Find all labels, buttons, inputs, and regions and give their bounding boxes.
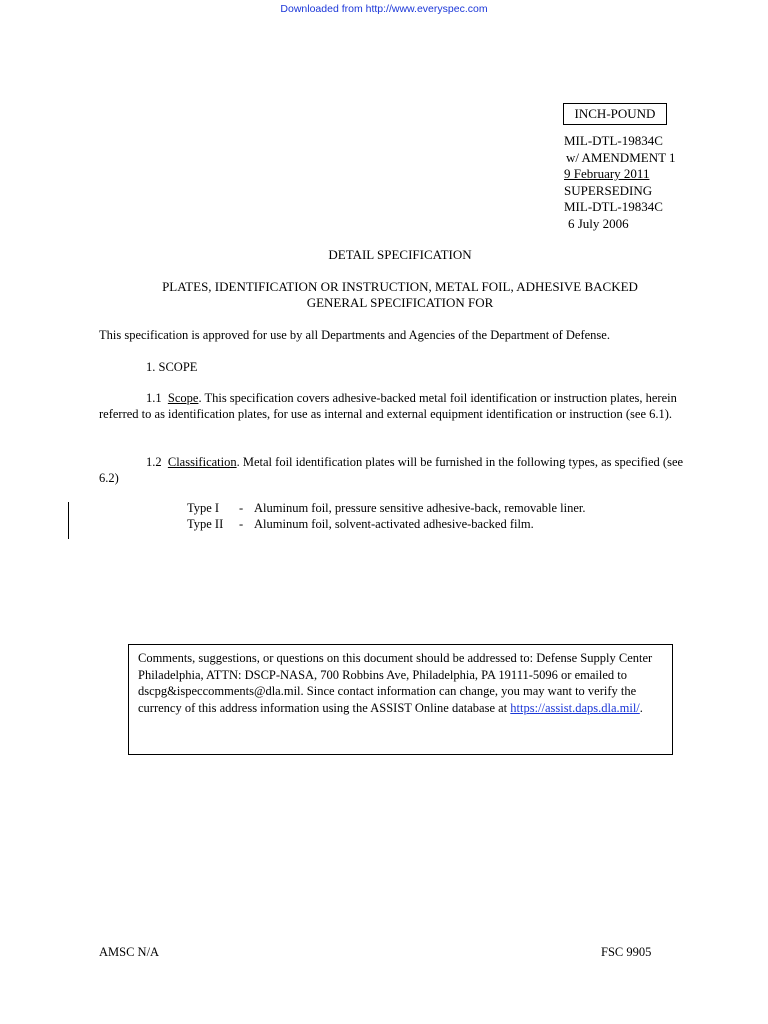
type-ii-dash: - <box>239 517 244 531</box>
inch-pound-box: INCH-POUND <box>563 103 667 125</box>
type-i-line <box>187 501 586 516</box>
doc-number: MIL-DTL-19834C <box>564 133 663 148</box>
section-1-2-text: . Metal foil identification plates will be furnished in the following types, as specified (see 6.2) <box>99 455 684 485</box>
section-1-2-title: Classification <box>167 455 237 469</box>
comments-text: Comments, suggestions, or questions on this document should be addressed to: Defense Supply Center Philadelphia, ATTN: DSCP-NASA, 700 Robbins Ave, Philadelphia, PA 19111-5096 or emailed to dscpg&ispeccomments@dla.mil. Since contact information can change, you may want to verify the currency of this address information using the ASSIST Online database at <box>138 651 653 715</box>
revision-change-bar <box>68 502 69 539</box>
spec-type-heading: DETAIL SPECIFICATION <box>328 247 472 262</box>
assist-link[interactable]: https://assist.daps.dla.mil/ <box>510 700 640 715</box>
superseded-date: 6 July 2006 <box>568 215 629 231</box>
type-ii-description: Aluminum foil, solvent-activated adhesive-backed film. <box>254 517 534 531</box>
superseding-label: SUPERSEDING <box>564 182 653 198</box>
type-ii-label: Type II <box>187 517 224 531</box>
fsc-code: FSC 9905 <box>601 945 652 959</box>
type-i-dash: - <box>239 501 244 515</box>
type-i-label: Type I <box>187 501 220 515</box>
comments-box <box>128 644 673 755</box>
scope-paragraph <box>99 390 703 422</box>
type-ii-line <box>187 517 534 532</box>
title-line-1: PLATES, IDENTIFICATION OR INSTRUCTION, METAL FOIL, ADHESIVE BACKED <box>162 279 638 294</box>
superseded-doc-number: MIL-DTL-19834C <box>564 199 663 214</box>
section-1-1-title: Scope <box>167 391 199 405</box>
document-header <box>564 133 676 232</box>
doc-date: 9 February 2011 <box>564 166 650 181</box>
section-1-1-text: . This specification covers adhesive-backed metal foil identification or instruction plates, herein referred to as identification plates, for use as internal and external equipment identification or instruction (see 6.1). <box>99 391 677 421</box>
scope-heading <box>99 359 703 375</box>
section-1-1-number: 1.1 <box>146 391 162 405</box>
title-line-2: GENERAL SPECIFICATION FOR <box>306 295 494 310</box>
approval-statement: This specification is approved for use by all Departments and Agencies of the Department of Defense. <box>99 328 610 342</box>
scope-heading-text: 1. SCOPE <box>146 360 198 374</box>
type-i-description: Aluminum foil, pressure sensitive adhesive-back, removable liner. <box>254 501 586 515</box>
amsc-code: AMSC N/A <box>99 945 160 959</box>
comments-tail: . <box>639 700 643 715</box>
amendment: w/ AMENDMENT 1 <box>566 149 676 165</box>
classification-paragraph <box>99 454 703 486</box>
section-1-2-number: 1.2 <box>146 455 162 469</box>
download-source-link[interactable]: Downloaded from http://www.everyspec.com <box>280 3 488 15</box>
